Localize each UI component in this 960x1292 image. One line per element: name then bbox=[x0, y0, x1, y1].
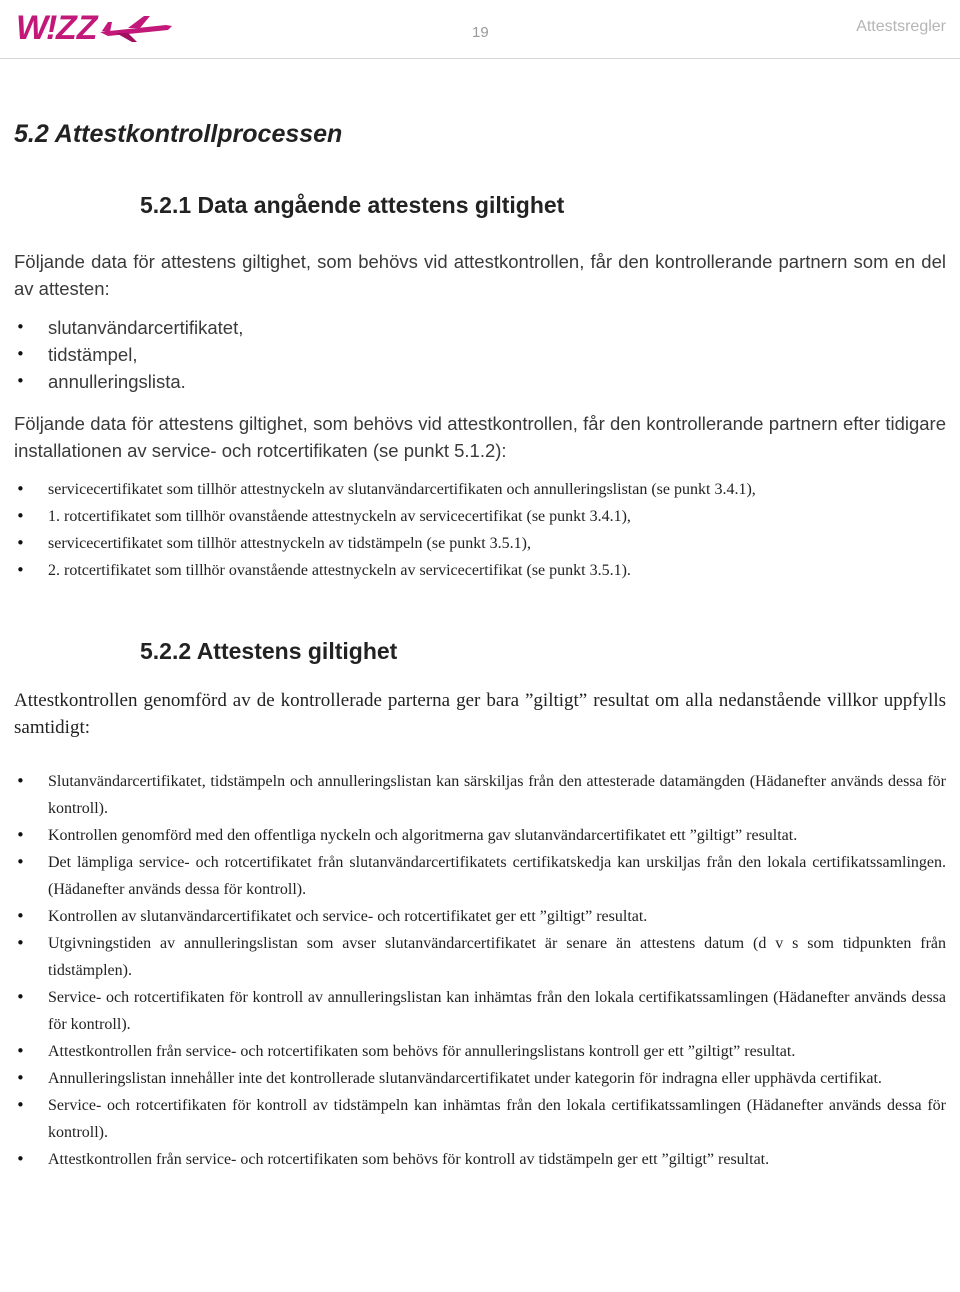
list-item: • slutanvändarcertifikatet, bbox=[14, 314, 946, 341]
list-item: • servicecertifikatet som tillhör attestnyckeln av slutanvändarcertifikaten och annulleringslistan (se punkt 3.4.1), bbox=[14, 476, 946, 503]
list-validity-conditions bbox=[14, 768, 946, 1173]
svg-text:ZZ: ZZ bbox=[56, 9, 98, 47]
subsection-title-5-2-2: 5.2.2 Attestens giltighet bbox=[140, 638, 398, 664]
page-header bbox=[0, 0, 960, 59]
list-item: • Attestkontrollen från service- och rotcertifikaten som behövs för annulleringslistans kontroll ger ett ”giltigt” resultat. bbox=[14, 1038, 946, 1065]
list-item: • Utgivningstiden av annulleringslistan som avser slutanvändarcertifikatet är senare än attestens datum (d v s som tidpunkten från tidstämplen). bbox=[14, 930, 946, 984]
list-installed-certs bbox=[14, 476, 946, 584]
list-item: • Kontrollen genomförd med den offentliga nyckeln och algoritmerna gav slutanvändarcertifikatet ett ”giltigt” resultat. bbox=[14, 822, 946, 849]
wizz-logo bbox=[16, 6, 176, 50]
list-item: • Det lämpliga service- och rotcertifikatet från slutanvändarcertifikatets certifikatskedja kan urskiljas från den lokala certifikatssamlingen. (Hädanefter används dessa för kontroll). bbox=[14, 849, 946, 903]
svg-text:W: W bbox=[16, 9, 49, 47]
list-item: • tidstämpel, bbox=[14, 341, 946, 368]
running-title: Attestsregler bbox=[856, 18, 946, 35]
list-item: • servicecertifikatet som tillhör attestnyckeln av tidstämpeln (se punkt 3.5.1), bbox=[14, 530, 946, 557]
list-item: • 2. rotcertifikatet som tillhör ovanstående attestnyckeln av servicecertifikat (se punkt 3.5.1). bbox=[14, 557, 946, 584]
list-item: • Attestkontrollen från service- och rotcertifikaten som behövs för kontroll av tidstämpeln ger ett ”giltigt” resultat. bbox=[14, 1146, 946, 1173]
svg-text:!: ! bbox=[46, 9, 58, 47]
list-item: • annulleringslista. bbox=[14, 368, 946, 395]
list-item: • Kontrollen av slutanvändarcertifikatet och service- och rotcertifikatet ger ett ”giltigt” resultat. bbox=[14, 903, 946, 930]
list-item: • Service- och rotcertifikaten för kontroll av tidstämpeln kan inhämtas från den lokala certifikatssamlingen (Hädanefter används dessa för kontroll). bbox=[14, 1092, 946, 1146]
list-item: • Annulleringslistan innehåller inte det kontrollerade slutanvändarcertifikatet under kategorin för indragna eller upphävda certifikat. bbox=[14, 1065, 946, 1092]
subsection-title-5-2-1: 5.2.1 Data angående attestens giltighet bbox=[140, 192, 565, 218]
paragraph-installed-data: Följande data för attestens giltighet, som behövs vid attestkontrollen, får den kontrollerande partnern efter tidigare installationen av service- och rotcertifikaten (se punkt 5.1.2): bbox=[14, 413, 946, 461]
list-item: • Service- och rotcertifikaten för kontroll av annulleringslistan kan inhämtas från den lokala certifikatssamlingen (Hädanefter används dessa för kontroll). bbox=[14, 984, 946, 1038]
page-number: 19 bbox=[472, 24, 489, 41]
list-attest-data bbox=[14, 314, 946, 395]
section-title: 5.2 Attestkontrollprocessen bbox=[14, 120, 343, 148]
list-item: • Slutanvändarcertifikatet, tidstämpeln och annulleringslistan kan särskiljas från den attesterade datamängden (Hädanefter används dessa för kontroll). bbox=[14, 768, 946, 822]
paragraph-data-intro: Följande data för attestens giltighet, som behövs vid attestkontrollen, får den kontrollerande partnern som en del av attesten: bbox=[14, 251, 946, 299]
list-item: • 1. rotcertifikatet som tillhör ovanstående attestnyckeln av servicecertifikat (se punkt 3.4.1), bbox=[14, 503, 946, 530]
paragraph-validity-intro: Attestkontrollen genomförd av de kontrollerade parterna ger bara ”giltigt” resultat om alla nedanstående villkor uppfylls samtidigt: bbox=[14, 690, 946, 738]
